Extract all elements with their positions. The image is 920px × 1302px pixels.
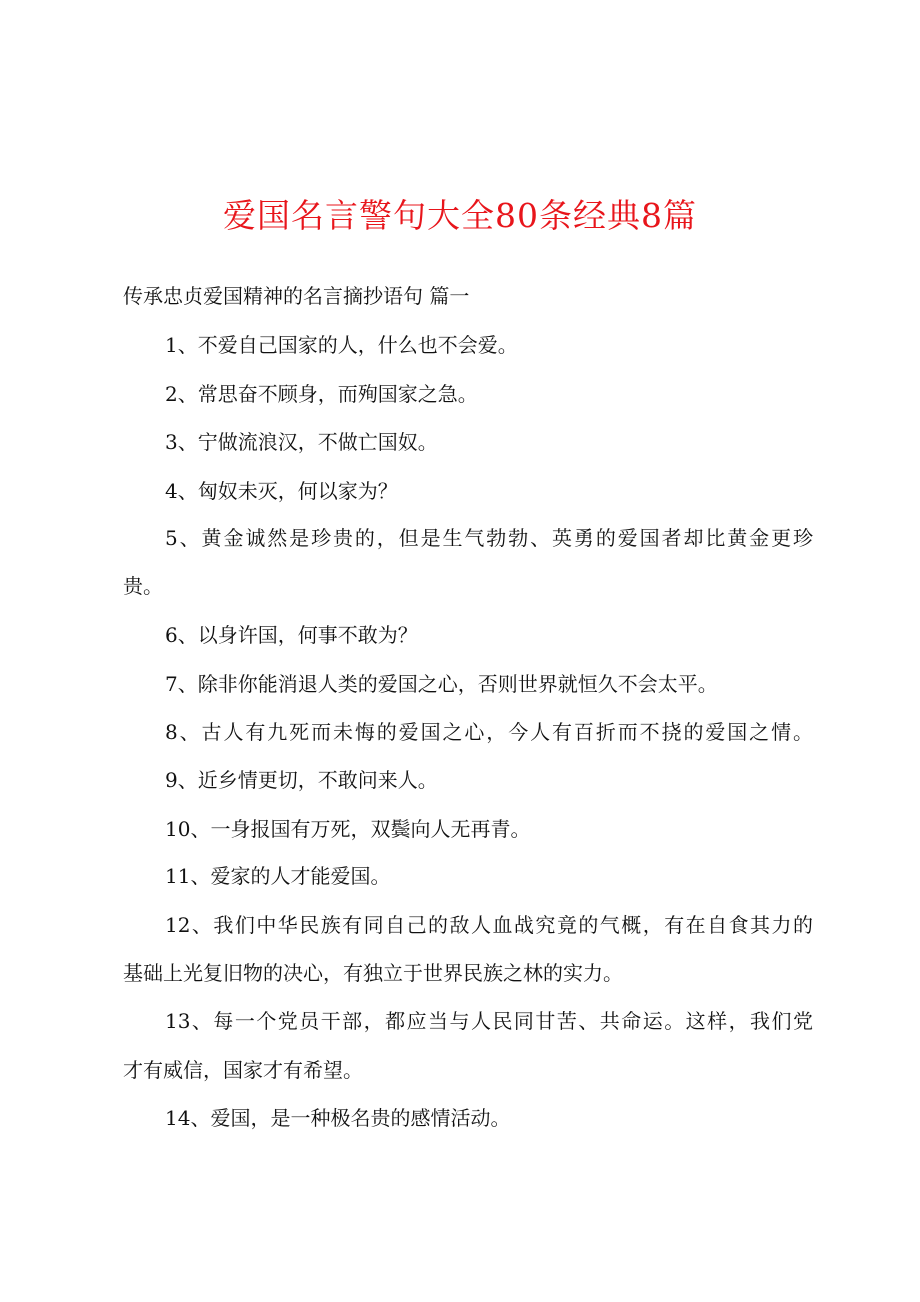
quote-item-3: 3、宁做流浪汉，不做亡国奴。 [165,430,438,454]
quote-item-10: 10、一身报国有万死，双鬓向人无再青。 [165,817,531,841]
quote-item-13: 13、每一个党员干部，都应当与人民同甘苦、共命运。这样，我们党 [165,1009,813,1033]
document-title: 爱国名言警句大全80条经典8篇 [223,196,697,235]
quote-item-1: 1、不爱自己国家的人，什么也不会爱。 [165,333,518,357]
quote-item-6: 6、以身许国，何事不敢为？ [165,623,418,647]
quote-item-2: 2、常思奋不顾身，而殉国家之急。 [165,382,478,406]
quote-item-11: 11、爱家的人才能爱国。 [165,864,391,888]
quote-item-14: 14、爱国，是一种极名贵的感情活动。 [165,1106,511,1130]
quote-item-12: 12、我们中华民族有同自己的敌人血战究竟的气概，有在自食其力的 [165,913,813,937]
quote-item-13-continuation: 才有威信，国家才有希望。 [123,1058,363,1082]
quote-item-5: 5、黄金诚然是珍贵的，但是生气勃勃、英勇的爱国者却比黄金更珍 [165,526,813,550]
quote-item-5-continuation: 贵。 [123,574,163,598]
quote-item-4: 4、匈奴未灭，何以家为？ [165,479,398,503]
section-heading: 传承忠贞爱国精神的名言摘抄语句 篇一 [123,284,470,308]
quote-item-9: 9、近乡情更切，不敢问来人。 [165,768,438,792]
quote-item-12-continuation: 基础上光复旧物的决心，有独立于世界民族之林的实力。 [123,961,623,985]
quote-item-8: 8、古人有九死而未悔的爱国之心，今人有百折而不挠的爱国之情。 [165,720,813,744]
quote-item-7: 7、除非你能消退人类的爱国之心，否则世界就恒久不会太平。 [165,672,718,696]
